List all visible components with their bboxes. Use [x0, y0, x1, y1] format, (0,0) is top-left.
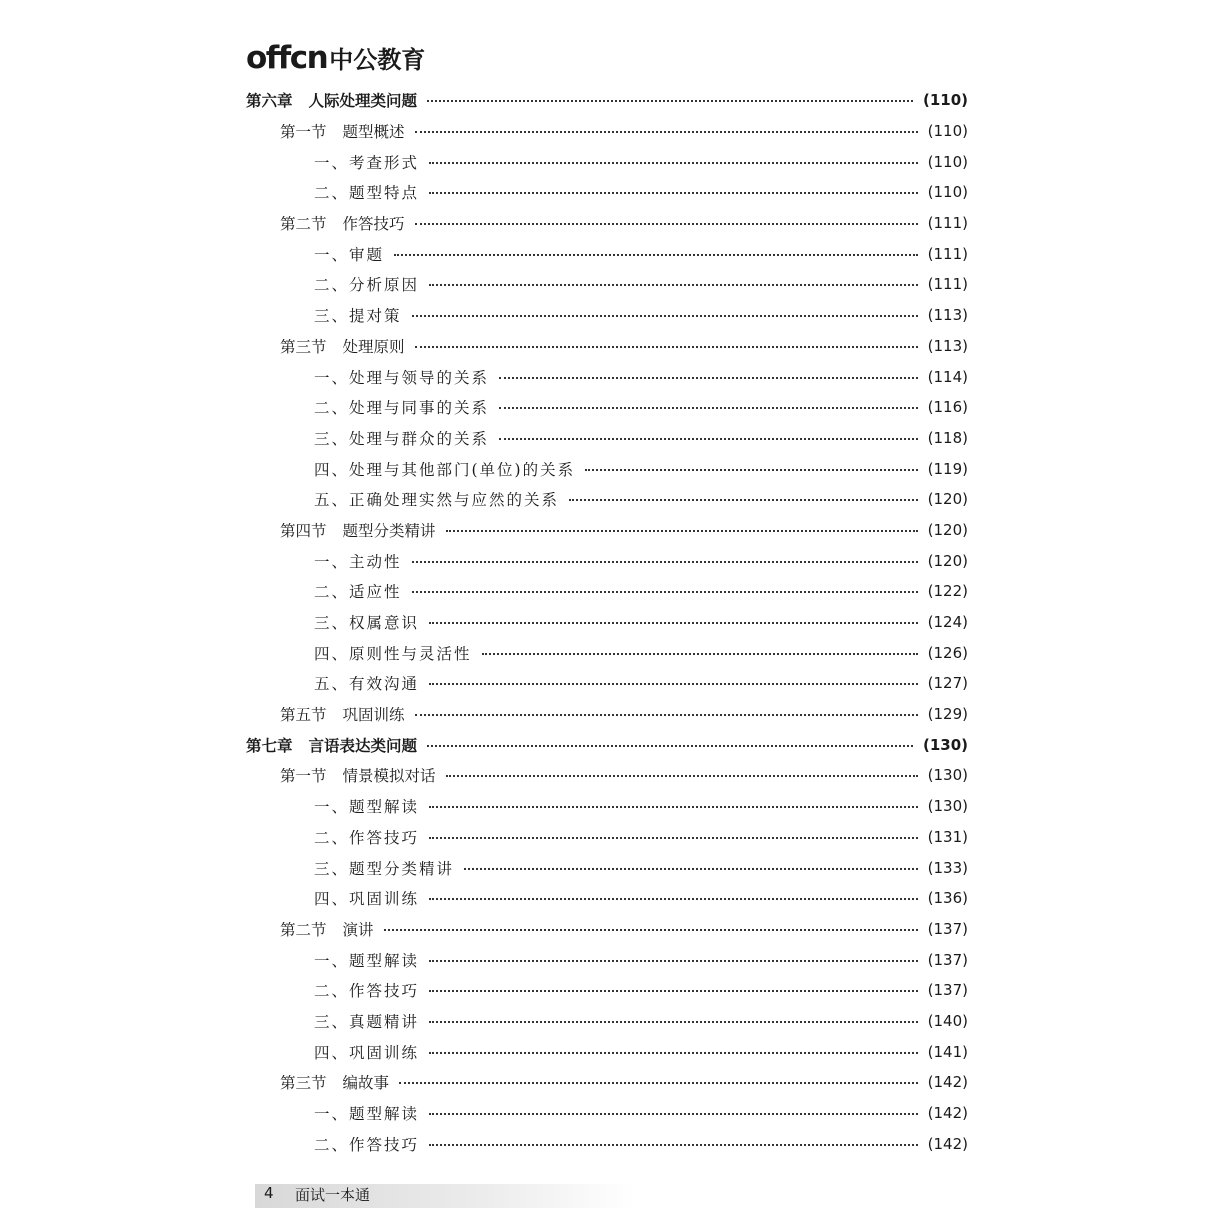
toc-entry-page: (130): [927, 766, 968, 785]
toc-entry-title: 四、原则性与灵活性: [314, 644, 472, 663]
dot-leader: [415, 131, 918, 133]
toc-entry-page: (137): [927, 950, 968, 969]
toc-item-entry[interactable]: [246, 269, 968, 300]
toc-item-entry[interactable]: [246, 545, 968, 576]
toc-section-entry[interactable]: [246, 116, 968, 147]
toc-entry-label: [314, 580, 412, 602]
toc-entry-page: (130): [922, 735, 968, 754]
dot-leader: [384, 929, 918, 931]
toc-entry-label: [314, 181, 429, 203]
toc-entry-number: 第一节: [280, 767, 327, 786]
toc-entry-label: [314, 826, 429, 848]
toc-entry-label: [314, 1102, 429, 1124]
toc-item-entry[interactable]: [246, 1006, 968, 1037]
toc-entry-title: 二、分析原因: [314, 276, 420, 295]
toc-item-entry[interactable]: [246, 944, 968, 975]
dot-leader: [427, 100, 913, 102]
toc-entry-title: 一、审题: [314, 245, 385, 264]
toc-item-entry[interactable]: [246, 975, 968, 1006]
toc-entry-page: (141): [927, 1042, 968, 1061]
dot-leader: [482, 653, 918, 655]
toc-item-entry[interactable]: [246, 668, 968, 699]
toc-entry-label: [280, 212, 415, 234]
dot-leader: [415, 346, 918, 348]
dot-leader: [412, 561, 918, 563]
toc-entry-label: [314, 887, 429, 909]
toc-entry-page: (126): [927, 643, 968, 662]
toc-item-entry[interactable]: [246, 453, 968, 484]
toc-entry-label: [280, 1071, 399, 1093]
toc-entry-title: 三、处理与群众的关系: [314, 429, 490, 448]
toc-item-entry[interactable]: [246, 1098, 968, 1129]
toc-item-entry[interactable]: [246, 300, 968, 331]
toc-entry-label: [246, 89, 427, 111]
toc-entry-page: (119): [927, 459, 968, 478]
toc-entry-label: [280, 764, 446, 786]
toc-item-entry[interactable]: [246, 484, 968, 515]
toc-section-entry[interactable]: [246, 331, 968, 362]
toc-entry-page: (131): [927, 827, 968, 846]
toc-entry-label: [314, 550, 412, 572]
toc-entry-number: 第二节: [280, 215, 327, 234]
dot-leader: [499, 377, 918, 379]
toc-entry-title: 二、作答技巧: [314, 828, 420, 847]
toc-entry-title: 处理原则: [342, 337, 405, 356]
dot-leader: [585, 469, 918, 471]
dot-leader: [429, 837, 918, 839]
dot-leader: [429, 622, 918, 624]
toc-entry-label: [314, 304, 412, 326]
toc-entry-label: [314, 458, 585, 480]
toc-entry-title: 二、作答技巧: [314, 1135, 420, 1154]
toc-entry-page: (110): [927, 152, 968, 171]
toc-entry-title: 题型概述: [342, 123, 405, 142]
toc-entry-title: 一、题型解读: [314, 1105, 420, 1124]
toc-entry-title: 四、处理与其他部门(单位)的关系: [314, 460, 576, 479]
toc-entry-title: 题型分类精讲: [342, 521, 436, 540]
toc-entry-page: (133): [927, 858, 968, 877]
toc-item-entry[interactable]: [246, 637, 968, 668]
toc-entry-page: (113): [927, 336, 968, 355]
dot-leader: [429, 806, 918, 808]
toc-entry-label: [280, 519, 446, 541]
dot-leader: [429, 1052, 918, 1054]
toc-entry-page: (124): [927, 613, 968, 632]
dot-leader: [499, 438, 918, 440]
toc-entry-title: 四、巩固训练: [314, 1043, 420, 1062]
toc-entry-label: [314, 396, 499, 418]
toc-entry-label: [280, 703, 415, 725]
toc-entry-title: 五、正确处理实然与应然的关系: [314, 491, 560, 510]
toc-entry-page: (111): [927, 275, 968, 294]
table-of-contents: [246, 85, 968, 1159]
toc-item-entry[interactable]: [246, 822, 968, 853]
toc-entry-label: [314, 427, 499, 449]
toc-item-entry[interactable]: [246, 852, 968, 883]
toc-item-entry[interactable]: [246, 576, 968, 607]
toc-entry-number: 第一节: [280, 123, 327, 142]
dot-leader: [569, 499, 918, 501]
toc-entry-title: 情景模拟对话: [342, 767, 436, 786]
dot-leader: [412, 315, 918, 317]
toc-entry-label: [314, 1133, 429, 1155]
toc-entry-page: (111): [927, 244, 968, 263]
toc-entry-title: 一、处理与领导的关系: [314, 368, 490, 387]
dot-leader: [399, 1082, 918, 1084]
toc-entry-number: 第四节: [280, 521, 327, 540]
toc-entry-label: [314, 611, 429, 633]
dot-leader: [427, 745, 913, 747]
toc-entry-label: [314, 979, 429, 1001]
toc-entry-title: 四、巩固训练: [314, 890, 420, 909]
page-number: 4: [264, 1184, 274, 1202]
toc-entry-page: (137): [927, 919, 968, 938]
toc-entry-page: (116): [927, 398, 968, 417]
toc-entry-title: 二、处理与同事的关系: [314, 399, 490, 418]
dot-leader: [429, 162, 918, 164]
toc-entry-page: (110): [922, 91, 968, 110]
toc-entry-page: (120): [927, 551, 968, 570]
toc-entry-title: 三、题型分类精讲: [314, 859, 455, 878]
dot-leader: [429, 1021, 918, 1023]
toc-entry-label: [314, 488, 569, 510]
toc-section-entry[interactable]: [246, 914, 968, 945]
dot-leader: [394, 254, 918, 256]
toc-entry-page: (142): [927, 1073, 968, 1092]
toc-entry-page: (136): [927, 889, 968, 908]
toc-entry-number: 第五节: [280, 706, 327, 725]
toc-entry-title: 巩固训练: [342, 706, 405, 725]
toc-entry-title: 编故事: [342, 1074, 390, 1093]
dot-leader: [429, 284, 918, 286]
toc-item-entry[interactable]: [246, 1128, 968, 1159]
toc-entry-page: (113): [927, 306, 968, 325]
toc-entry-label: [314, 243, 394, 265]
toc-section-entry[interactable]: [246, 515, 968, 546]
toc-entry-label: [280, 918, 384, 940]
toc-item-entry[interactable]: [246, 238, 968, 269]
toc-entry-title: 三、真题精讲: [314, 1012, 420, 1031]
brand-logo: [246, 38, 425, 74]
toc-entry-page: (122): [927, 582, 968, 601]
toc-item-entry[interactable]: [246, 392, 968, 423]
page-footer: [255, 1176, 635, 1208]
toc-entry-label: [314, 151, 429, 173]
toc-entry-page: (137): [927, 981, 968, 1000]
logo-chinese-name: 中公教育: [329, 46, 426, 74]
toc-entry-label: [314, 672, 429, 694]
dot-leader: [429, 898, 918, 900]
toc-entry-number: 第三节: [280, 1074, 327, 1093]
toc-item-entry[interactable]: [246, 791, 968, 822]
toc-item-entry[interactable]: [246, 177, 968, 208]
toc-entry-label: [314, 949, 429, 971]
dot-leader: [446, 530, 918, 532]
dot-leader: [464, 868, 918, 870]
toc-entry-label: [280, 120, 415, 142]
logo-wordmark: offcn: [246, 40, 328, 76]
toc-entry-title: 一、题型解读: [314, 798, 420, 817]
toc-entry-title: 一、题型解读: [314, 951, 420, 970]
toc-entry-title: 作答技巧: [342, 215, 405, 234]
toc-item-entry[interactable]: [246, 361, 968, 392]
toc-entry-number: 第七章: [246, 736, 293, 755]
toc-section-entry[interactable]: [246, 760, 968, 791]
toc-entry-title: 五、有效沟通: [314, 675, 420, 694]
dot-leader: [429, 192, 918, 194]
toc-entry-page: (120): [927, 520, 968, 539]
toc-entry-label: [314, 795, 429, 817]
toc-chapter-entry[interactable]: [246, 85, 968, 116]
toc-entry-title: 言语表达类问题: [308, 736, 418, 755]
dot-leader: [429, 683, 918, 685]
dot-leader: [429, 990, 918, 992]
toc-entry-page: (127): [927, 674, 968, 693]
toc-entry-page: (120): [927, 490, 968, 509]
toc-entry-page: (129): [927, 705, 968, 724]
toc-entry-label: [280, 335, 415, 357]
toc-entry-number: 第六章: [246, 92, 293, 111]
toc-entry-title: 二、题型特点: [314, 184, 420, 203]
toc-entry-label: [246, 734, 427, 756]
dot-leader: [429, 1113, 918, 1115]
toc-item-entry[interactable]: [246, 883, 968, 914]
book-title: 面试一本通: [295, 1186, 371, 1204]
toc-entry-label: [314, 857, 464, 879]
toc-entry-label: [314, 366, 499, 388]
toc-entry-page: (114): [927, 367, 968, 386]
dot-leader: [446, 775, 918, 777]
toc-entry-title: 三、提对策: [314, 307, 402, 326]
dot-leader: [499, 407, 918, 409]
toc-entry-title: 三、权属意识: [314, 614, 420, 633]
toc-entry-page: (142): [927, 1104, 968, 1123]
toc-entry-title: 一、考查形式: [314, 153, 420, 172]
toc-entry-title: 一、主动性: [314, 552, 402, 571]
toc-entry-label: [314, 273, 429, 295]
toc-section-entry[interactable]: [246, 208, 968, 239]
toc-entry-number: 第二节: [280, 920, 327, 939]
toc-entry-label: [314, 642, 482, 664]
dot-leader: [415, 223, 918, 225]
toc-entry-label: [314, 1010, 429, 1032]
toc-entry-title: 演讲: [342, 920, 374, 939]
dot-leader: [412, 591, 918, 593]
toc-entry-label: [314, 1041, 429, 1063]
toc-entry-page: (110): [927, 122, 968, 141]
toc-entry-title: 人际处理类问题: [308, 92, 418, 111]
toc-section-entry[interactable]: [246, 1067, 968, 1098]
toc-item-entry[interactable]: [246, 146, 968, 177]
toc-item-entry[interactable]: [246, 1036, 968, 1067]
toc-entry-title: 二、适应性: [314, 583, 402, 602]
toc-entry-page: (130): [927, 797, 968, 816]
dot-leader: [415, 714, 918, 716]
dot-leader: [429, 1144, 918, 1146]
toc-section-entry[interactable]: [246, 699, 968, 730]
dot-leader: [429, 960, 918, 962]
toc-entry-page: (140): [927, 1011, 968, 1030]
toc-entry-page: (110): [927, 183, 968, 202]
toc-entry-number: 第三节: [280, 337, 327, 356]
toc-entry-page: (111): [927, 214, 968, 233]
toc-chapter-entry[interactable]: [246, 729, 968, 760]
toc-entry-title: 二、作答技巧: [314, 982, 420, 1001]
toc-item-entry[interactable]: [246, 423, 968, 454]
toc-item-entry[interactable]: [246, 607, 968, 638]
toc-entry-page: (142): [927, 1134, 968, 1153]
toc-entry-page: (118): [927, 428, 968, 447]
